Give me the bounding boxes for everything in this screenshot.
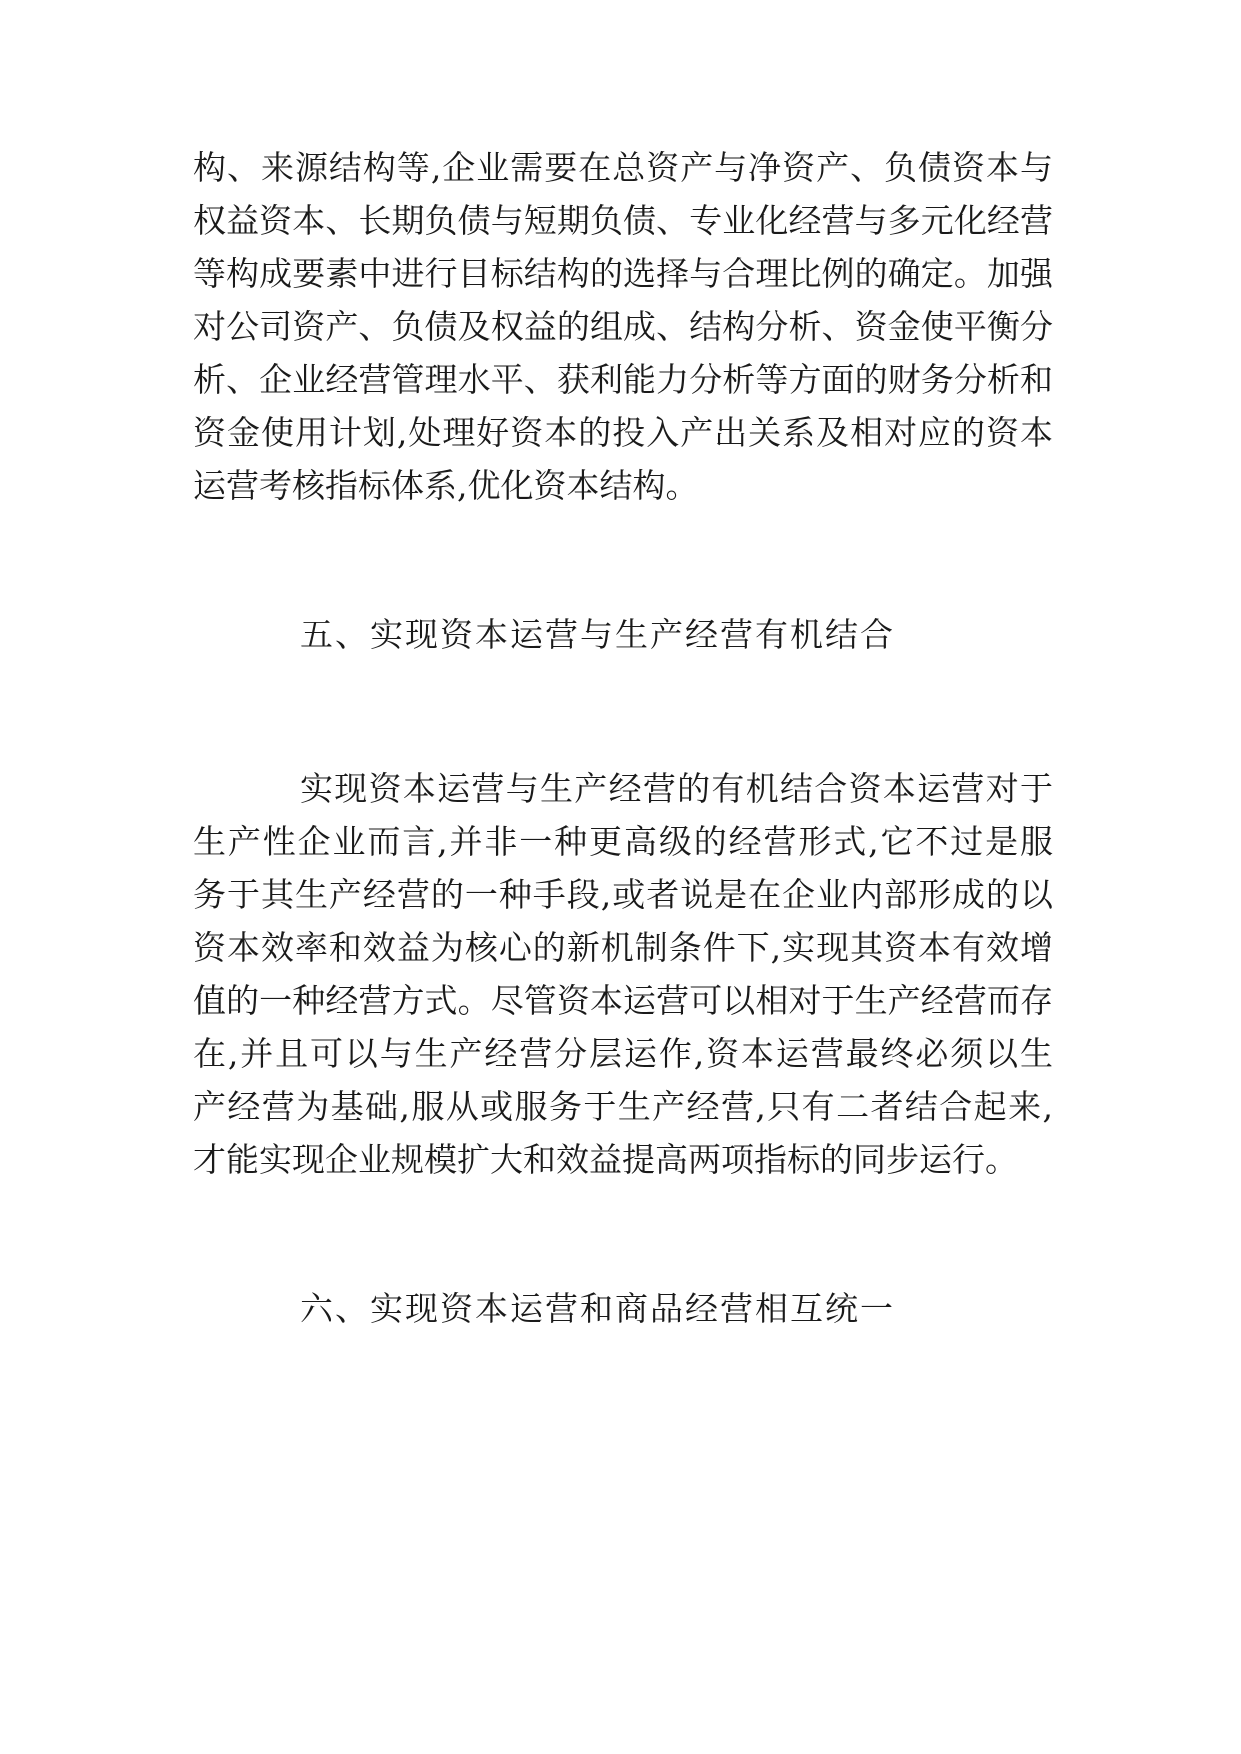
paragraph-line: 生产性企业而言,并非一种更高级的经营形式,它不过是服: [193, 822, 1053, 861]
section-heading-5: 五、实现资本运营与生产经营有机结合: [300, 615, 895, 654]
paragraph-line: 资本效率和效益为核心的新机制条件下,实现其资本有效增: [193, 928, 1053, 967]
paragraph-line: 资金使用计划,处理好资本的投入产出关系及相对应的资本: [193, 413, 1053, 452]
paragraph-line: 权益资本、长期负债与短期负债、专业化经营与多元化经营: [193, 201, 1053, 240]
paragraph-line: 对公司资产、负债及权益的组成、结构分析、资金使平衡分: [193, 307, 1053, 346]
paragraph-line: 值的一种经营方式。尽管资本运营可以相对于生产经营而存: [193, 981, 1053, 1020]
paragraph-line: 运营考核指标体系,优化资本结构。: [193, 466, 699, 505]
paragraph-line: 等构成要素中进行目标结构的选择与合理比例的确定。加强: [193, 254, 1053, 293]
paragraph-line: 务于其生产经营的一种手段,或者说是在企业内部形成的以: [193, 875, 1053, 914]
section-heading-6: 六、实现资本运营和商品经营相互统一: [300, 1289, 895, 1328]
paragraph-line: 在,并且可以与生产经营分层运作,资本运营最终必须以生: [193, 1034, 1053, 1073]
paragraph-line: 析、企业经营管理水平、获利能力分析等方面的财务分析和: [193, 360, 1053, 399]
paragraph-line: 才能实现企业规模扩大和效益提高两项指标的同步运行。: [193, 1140, 1018, 1179]
paragraph-line: 产经营为基础,服从或服务于生产经营,只有二者结合起来,: [193, 1087, 1053, 1126]
paragraph-line: 构、来源结构等,企业需要在总资产与净资产、负债资本与: [193, 148, 1053, 187]
paragraph-line: 实现资本运营与生产经营的有机结合资本运营对于: [300, 769, 1053, 808]
